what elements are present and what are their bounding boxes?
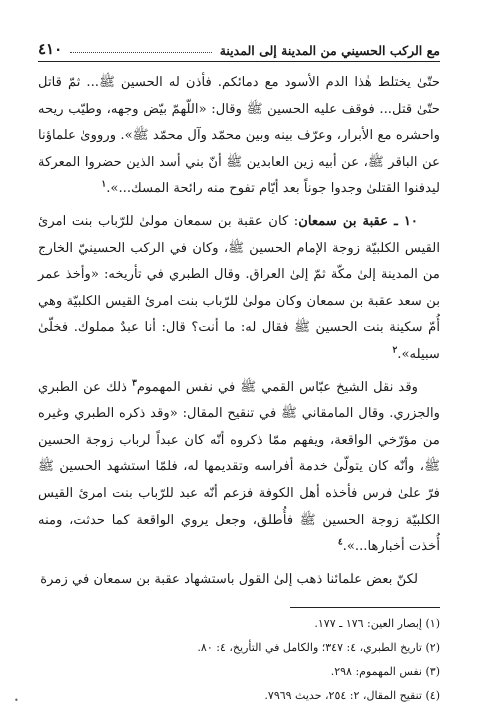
footnote-1: (١) إبصار العين: ١٧٦ ـ ١٧٧. bbox=[314, 617, 440, 630]
footnote-4: (٤) تنقيح المقال، ٢: ٢٥٤، حديث ٧٩٦٩. bbox=[264, 689, 440, 702]
footnote-2: (٢) تاريخ الطبري، ٤: ٣٤٧؛ والكامل في التأريخ، ٤: ٨٠. bbox=[197, 641, 440, 654]
page-header bbox=[38, 36, 440, 62]
page-number: ٤١٠ bbox=[38, 40, 63, 58]
footnote-3: (٣) نفس المهموم: ٢٩٨. bbox=[330, 665, 440, 678]
main-text bbox=[38, 70, 440, 599]
footnotes bbox=[38, 612, 440, 708]
footnote-marker-3: ٣ bbox=[132, 378, 137, 389]
entry-name: عقبة بن سمعان bbox=[298, 213, 389, 229]
paragraph-4-text: لكنّ بعض علمائنا ذهب إلىٰ القول باستشهاد عقبة بن سمعان في زمرة bbox=[40, 571, 418, 587]
paragraph-4 bbox=[38, 567, 440, 594]
entry-number: ١٠ bbox=[403, 213, 418, 229]
entry-10: ١٠ ـ عقبة بن سمعان: كان عقبة بن سمعان مولىٰ للرّباب بنت امرئ القيس الكلبيّة زوجة الإمام الحسين ﷺ، وكان في الركب الحسينيّ الخارج من المدينة إلىٰ مكّة ثمّ إلىٰ العراق. وقال الطبري في تأريخه: «وأخذ عمر بن سعد عقبة بن سمعان وكان مولىٰ للرّباب بنت امرئ القيس الكلبيّة وهي أُمّ سكينة بنت الحسين ﷺ فقال له: ما أنت؟ قال: أنا عبدٌ مملوك. فخلّىٰ سبيله».$^٢$ bbox=[38, 213, 440, 362]
footnote-marker-4: ٤ bbox=[337, 537, 343, 548]
footnote-marker-2: ٢ bbox=[392, 345, 398, 356]
paragraph-1-text: حتّىٰ يختلط هٰذا الدم الأسود مع دمائكم. فأذن له الحسين ﷺ... ثمّ قاتل حتّىٰ قتل... فوقف عليه الحسين ﷺ وقال: «اللّهمّ بيّض وجهه، وطيّب ريحه واحشره مع الأبرار، وعرّف بينه وبين محمّد وآل محمّد ﷺ». ورووىٰ علماؤنا عن الباقر ﷺ، عن أبيه زين العابدين ﷺ أنّ بني أسد الذين حضروا المعركة ليدفنوا القتلىٰ وجدوا جوناً بعد أيّام تفوح منه رائحة المسك...». bbox=[38, 75, 440, 197]
footnote-separator bbox=[290, 607, 440, 608]
corner-dot: • bbox=[14, 696, 19, 705]
header-dotted-leader bbox=[70, 51, 212, 53]
running-title: مع الركب الحسيني من المدينة إلى المدينة bbox=[219, 43, 440, 58]
paragraph-3-text-a: وقد نقل الشيخ عبّاس القمي ﷺ في نفس المهموم bbox=[136, 379, 418, 395]
footnote-marker-1: ١ bbox=[101, 179, 107, 190]
paragraph-1 bbox=[38, 70, 440, 203]
entry-text: : كان عقبة بن سمعان مولىٰ للرّباب بنت امرئ القيس الكلبيّة زوجة الإمام الحسين ﷺ، وكان في الركب الحسينيّ الخارج من المدينة إلىٰ مكّة ثمّ إلىٰ العراق. وقال الطبري في تأريخه: «وأخذ عمر بن سعد عقبة بن سمعان وكان مولىٰ للرّباب بنت امرئ القيس الكلبيّة وهي أُمّ سكينة بنت الحسين ﷺ فقال له: ما أنت؟ قال: أنا عبدٌ مملوك. فخلّىٰ سبيله». bbox=[38, 213, 440, 362]
paragraph-3-text-b: ذلك عن الطبري والجزري. وقال المامقاني ﷺ في تنقيح المقال: «وقد ذكره الطبري وغيره من مؤرّخي الواقعة، ويفهم ممّا ذكروه أنّه كان عبداً لرباب زوجة الحسين ﷺ، وأنّه كان يتولّىٰ خدمة أفراسه وتقديمها له، فلمّا استشهد الحسين ﷺ فرّ علىٰ فرس فأخذه أهل الكوفة فزعم أنّه عبد للرّباب بنت امرئ القيس الكلبيّة زوجة الحسين ﷺ فأُطلق، وجعل يروي الواقعة كما حدثت، ومنه أُخذت أخبارها...». bbox=[38, 379, 440, 555]
paragraph-3 bbox=[38, 375, 440, 561]
